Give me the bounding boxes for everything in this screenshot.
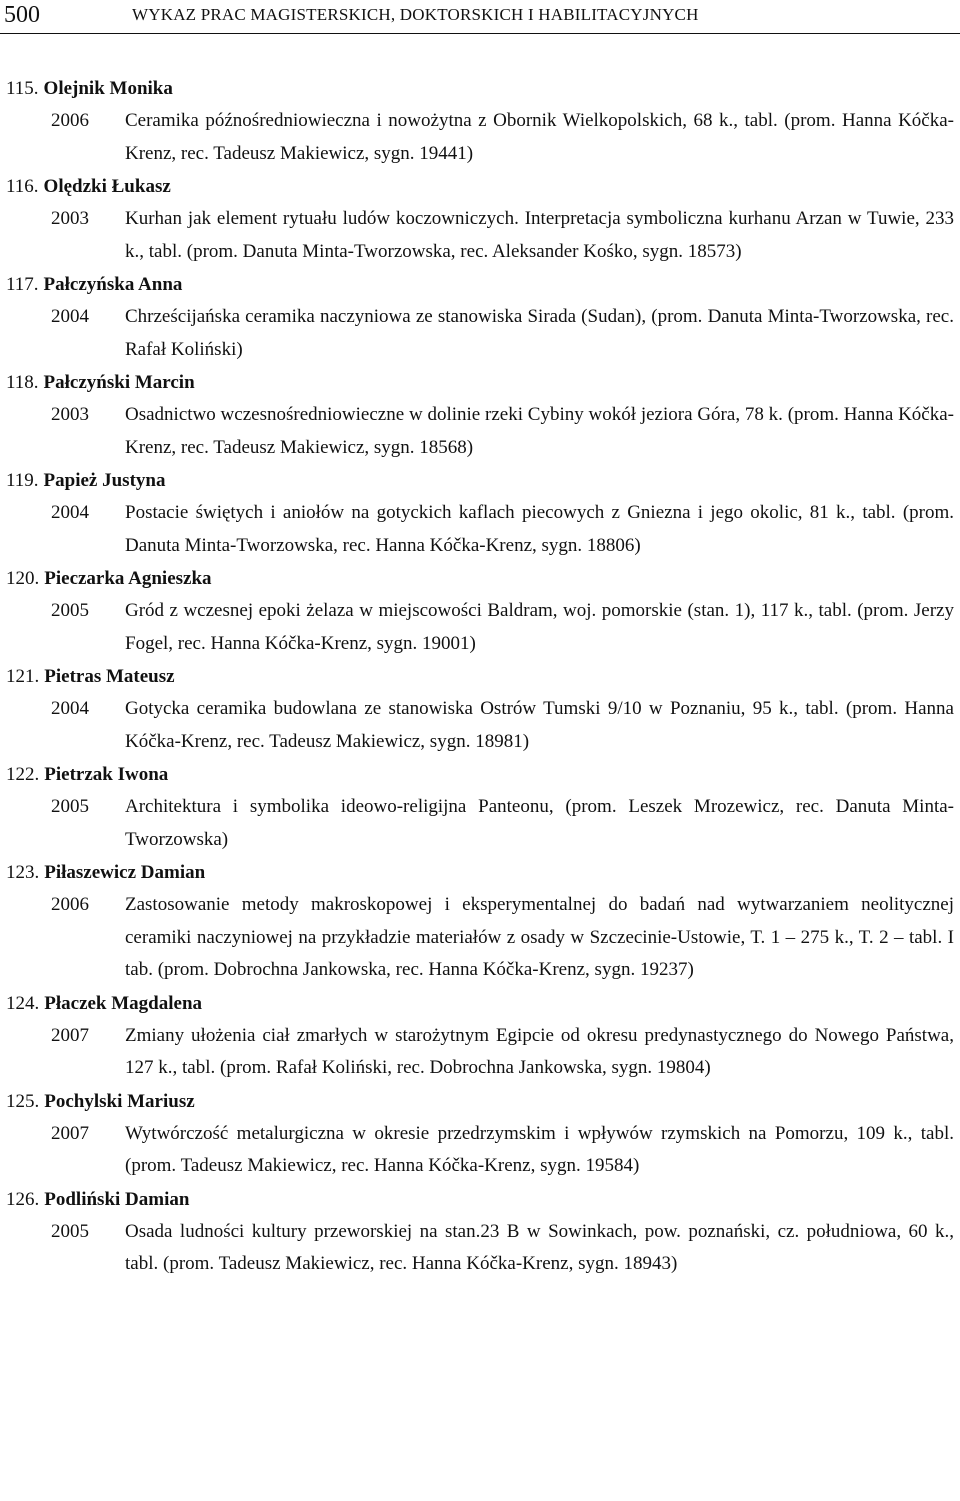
entry-115 [0, 72, 960, 170]
entry-author: Piłaszewicz Damian [44, 862, 206, 883]
entry-number: 126. [6, 1188, 40, 1210]
entry-description: Zmiany ułożenia ciał zmarłych w starożytnym Egipcie od okresu predynastycznego do Nowego Państwa, 127 k., tabl. (prom. Rafał Koliński, rec. Dobrochna Jankowska, sygn. 19804) [125, 1024, 954, 1078]
entry-124 [0, 987, 960, 1085]
entry-work [0, 595, 960, 660]
entry-description: Osada ludności kultury przeworskiej na stan.23 B w Sowinkach, pow. poznański, cz. południowa, 60 k., tabl. (prom. Tadeusz Makiewicz, rec. Hanna Kóčka-Krenz, sygn. 18943) [125, 1220, 954, 1274]
entry-number: 117. [6, 274, 39, 295]
entry-year: 2006 [51, 110, 89, 131]
entry-year: 2005 [51, 600, 89, 621]
entry-list [0, 72, 960, 1281]
entry-work [0, 1020, 960, 1085]
page-number: 500 [4, 2, 40, 28]
entry-117 [0, 268, 960, 366]
entry-description: Kurhan jak element rytuału ludów koczowniczych. Interpretacja symboliczna kurhanu Arzan w Tuwie, 233 k., tabl. (prom. Danuta Minta-Tworzowska, rec. Aleksander Kośko, sygn. 18573) [125, 208, 954, 262]
entry-119 [0, 464, 960, 562]
entry-heading [0, 1183, 960, 1216]
entry-122 [0, 758, 960, 856]
entry-work [0, 497, 960, 562]
entry-year: 2005 [51, 796, 89, 817]
entry-work [0, 791, 960, 856]
entry-author: Olejnik Monika [43, 78, 173, 99]
entry-number: 121. [6, 666, 40, 687]
entry-year: 2004 [51, 502, 89, 523]
entry-116 [0, 170, 960, 268]
entry-121 [0, 660, 960, 758]
entry-description: Architektura i symbolika ideowo-religijna Panteonu, (prom. Leszek Mrozewicz, rec. Danuta Minta-Tworzowska) [125, 796, 954, 850]
entry-description: Ceramika późnośredniowieczna i nowożytna z Obornik Wielkopolskich, 68 k., tabl. (prom. Hanna Kóčka-Krenz, rec. Tadeusz Makiewicz, sygn. 19441) [125, 110, 954, 164]
entry-heading [0, 170, 960, 203]
entry-description: Zastosowanie metody makroskopowej i eksperymentalnej do badań nad wytwarzaniem neolitycznej ceramiki naczyniowej na przykładzie materiałów z osady w Szczecinie-Ustowie, T. 1 – 275 k., T. 2 – tabl. I tab. (prom. Dobrochna Jankowska, rec. Hanna Kóčka-Krenz, sygn. 19237) [125, 894, 954, 980]
entry-author: Pałczyńska Anna [43, 274, 183, 295]
entry-author: Papież Justyna [43, 470, 166, 491]
entry-work [0, 301, 960, 366]
entry-number: 123. [6, 862, 40, 883]
entry-description: Chrześcijańska ceramika naczyniowa ze stanowiska Sirada (Sudan), (prom. Danuta Minta-Tworzowska, rec. Rafał Koliński) [125, 306, 954, 360]
entry-work [0, 203, 960, 268]
entry-125 [0, 1085, 960, 1183]
entry-number: 125. [6, 1090, 40, 1112]
entry-year: 2005 [51, 1220, 89, 1242]
entry-work [0, 889, 960, 987]
entry-number: 118. [6, 372, 39, 393]
entry-work [0, 399, 960, 464]
entry-description: Osadnictwo wczesnośredniowieczne w dolinie rzeki Cybiny wokół jeziora Góra, 78 k. (prom. Hanna Kóčka-Krenz, rec. Tadeusz Makiewicz, sygn. 18568) [125, 404, 954, 458]
entry-number: 122. [6, 764, 40, 785]
running-head: WYKAZ PRAC MAGISTERSKICH, DOKTORSKICH I HABILITACYJNYCH [132, 5, 699, 24]
entry-year: 2007 [51, 1122, 89, 1144]
entry-number: 124. [6, 992, 40, 1014]
entry-year: 2007 [51, 1024, 89, 1046]
entry-author: Podliński Damian [44, 1188, 190, 1210]
entry-description: Gotycka ceramika budowlana ze stanowiska Ostrów Tumski 9/10 w Poznaniu, 95 k., tabl. (prom. Hanna Kóčka-Krenz, rec. Tadeusz Makiewicz, sygn. 18981) [125, 698, 954, 752]
entry-123 [0, 856, 960, 987]
entry-heading [0, 856, 960, 889]
entry-description: Gród z wczesnej epoki żelaza w miejscowości Baldram, woj. pomorskie (stan. 1), 117 k., tabl. (prom. Jerzy Fogel, rec. Hanna Kóčka-Krenz, sygn. 19001) [125, 600, 954, 654]
entry-work [0, 1216, 960, 1281]
entry-author: Pieczarka Agnieszka [44, 568, 212, 589]
entry-number: 119. [6, 470, 39, 491]
entry-year: 2004 [51, 306, 89, 327]
entry-heading [0, 366, 960, 399]
entry-author: Olędzki Łukasz [43, 176, 171, 197]
entry-description: Wytwórczość metalurgiczna w okresie przedrzymskim i wpływów rzymskich na Pomorzu, 109 k., tabl. (prom. Tadeusz Makiewicz, rec. Hanna Kóčka-Krenz, sygn. 19584) [125, 1122, 954, 1176]
entry-author: Płaczek Magdalena [44, 992, 203, 1014]
page-header [0, 0, 960, 34]
entry-number: 115. [6, 78, 39, 99]
entry-number: 116. [6, 176, 39, 197]
entry-heading [0, 758, 960, 791]
entry-heading [0, 987, 960, 1020]
entry-heading [0, 562, 960, 595]
entry-year: 2004 [51, 698, 89, 719]
entry-work [0, 105, 960, 170]
entry-year: 2003 [51, 208, 89, 229]
entry-author: Pochylski Mariusz [44, 1090, 195, 1112]
entry-author: Pietrzak Iwona [44, 764, 169, 785]
entry-description: Postacie świętych i aniołów na gotyckich kaflach piecowych z Gniezna i jego okolic, 81 k., tabl. (prom. Danuta Minta-Tworzowska, rec. Hanna Kóčka-Krenz, sygn. 18806) [125, 502, 954, 556]
entry-118 [0, 366, 960, 464]
entry-120 [0, 562, 960, 660]
entry-author: Pałczyński Marcin [43, 372, 195, 393]
entry-work [0, 693, 960, 758]
entry-heading [0, 1085, 960, 1118]
entry-work [0, 1118, 960, 1183]
entry-year: 2006 [51, 894, 89, 915]
entry-heading [0, 660, 960, 693]
entry-heading [0, 464, 960, 497]
entry-126 [0, 1183, 960, 1281]
entry-author: Pietras Mateusz [44, 666, 175, 687]
entry-heading [0, 72, 960, 105]
entry-heading [0, 268, 960, 301]
entry-number: 120. [6, 568, 40, 589]
entry-year: 2003 [51, 404, 89, 425]
